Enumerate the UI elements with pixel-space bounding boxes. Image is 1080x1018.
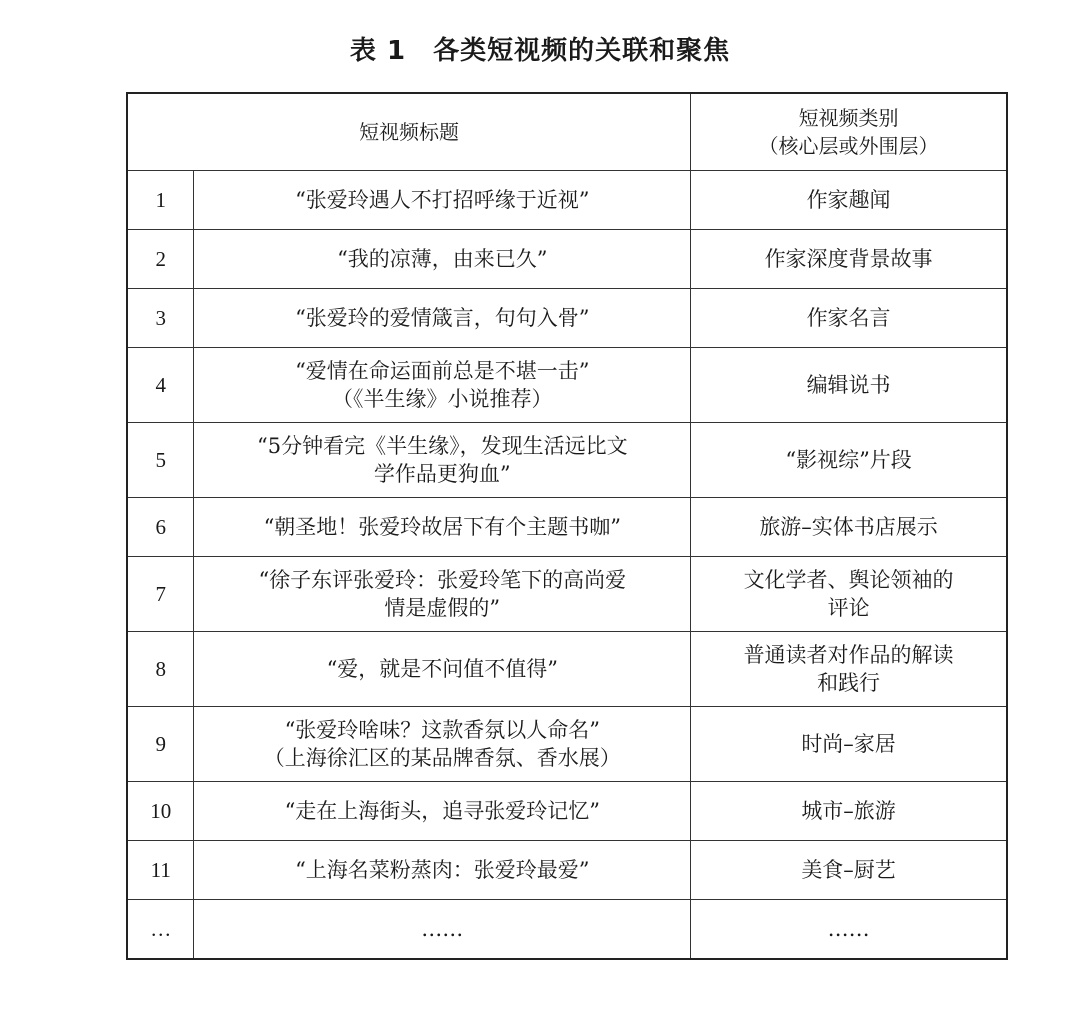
row-category-line1: 旅游–实体书店展示 [759,515,938,539]
row-number: 6 [127,498,194,557]
row-title-line1: “张爱玲遇人不打招呼缘于近视” [295,188,590,212]
row-title-line1: “徐子东评张爱玲：张爱玲笔下的高尚爱 [258,568,627,592]
row-title [194,841,691,900]
row-title-line1: “张爱玲啥味？这款香氛以人命名” [284,718,601,742]
row-category [691,348,1007,423]
short-video-table [126,92,1008,960]
row-title-line1: “爱情在命运面前总是不堪一击” [295,359,590,383]
row-category-line1: 作家名言 [806,306,891,330]
row-title [194,348,691,423]
row-number: 8 [127,632,194,707]
row-category-line1: 作家趣闻 [806,188,891,212]
row-title-line1: “爱，就是不问值不值得” [326,657,559,681]
table-row [127,423,1007,498]
table-row [127,841,1007,900]
row-number: 9 [127,707,194,782]
row-category-line1: 时尚–家居 [801,732,896,756]
row-title-line1: “上海名菜粉蒸肉：张爱玲最爱” [295,858,590,882]
row-category-line2: 评论 [827,596,870,620]
row-number: 10 [127,782,194,841]
row-title [194,900,691,960]
table-row [127,782,1007,841]
table-row [127,900,1007,960]
row-number: 3 [127,289,194,348]
row-category [691,171,1007,230]
row-category [691,230,1007,289]
table-row [127,171,1007,230]
row-category-line1: 城市–旅游 [801,799,896,823]
row-title-line2: （上海徐汇区的某品牌香氛、香水展） [263,746,621,770]
table-row [127,632,1007,707]
row-number: 1 [127,171,194,230]
row-title [194,423,691,498]
table-row [127,707,1007,782]
table-row [127,230,1007,289]
row-category-line1: 美食–厨艺 [801,858,896,882]
row-title-line1: …… [421,917,464,941]
header-title-column: 短视频标题 [127,93,691,171]
row-title [194,557,691,632]
table-header-row [127,93,1007,171]
row-category [691,289,1007,348]
row-category-line1: 普通读者对作品的解读 [743,643,954,667]
row-title-line1: “朝圣地！张爱玲故居下有个主题书咖” [263,515,622,539]
row-category-line1: 文化学者、舆论领袖的 [743,568,954,592]
table-row [127,557,1007,632]
row-number: 5 [127,423,194,498]
table-caption: 表 1 各类短视频的关联和聚焦 [349,36,731,66]
row-number: 7 [127,557,194,632]
row-number: 4 [127,348,194,423]
row-title [194,289,691,348]
row-number: … [127,900,194,960]
table-row [127,289,1007,348]
row-category [691,498,1007,557]
row-category-line1: …… [827,917,870,941]
row-title [194,707,691,782]
header-category-line2: （核心层或外围层） [758,134,939,158]
row-category-line1: 作家深度背景故事 [764,247,933,271]
row-category-line1: “影视综”片段 [785,448,912,472]
row-title [194,498,691,557]
row-number: 2 [127,230,194,289]
row-title-line2: （《半生缘》小说推荐） [332,387,553,411]
header-category-column [691,93,1007,171]
row-title [194,632,691,707]
table-row [127,498,1007,557]
row-title-line2: 情是虚假的” [384,596,501,620]
row-title-line1: “我的凉薄，由来已久” [337,247,548,271]
row-title [194,782,691,841]
header-category-line1: 短视频类别 [798,106,899,130]
row-title [194,230,691,289]
row-number: 11 [127,841,194,900]
row-title-line2: 学作品更狗血” [373,462,511,486]
row-title-line1: “张爱玲的爱情箴言，句句入骨” [295,306,590,330]
row-category [691,900,1007,960]
row-title-line1: “走在上海街头，追寻张爱玲记忆” [284,799,601,823]
row-title [194,171,691,230]
row-category [691,782,1007,841]
row-category [691,707,1007,782]
row-category [691,557,1007,632]
row-category [691,841,1007,900]
row-title-line1: “5分钟看完《半生缘》，发现生活远比文 [257,434,628,458]
row-category [691,632,1007,707]
table-row [127,348,1007,423]
row-category-line2: 和践行 [817,671,881,695]
row-category-line1: 编辑说书 [806,373,891,397]
row-category [691,423,1007,498]
